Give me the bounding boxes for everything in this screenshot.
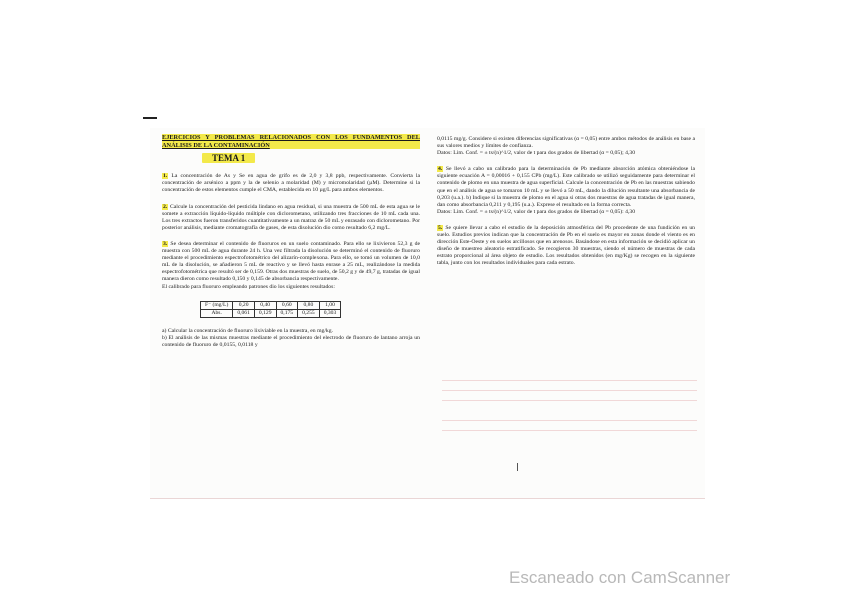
bleed-through-line bbox=[442, 380, 697, 381]
exercise-5 bbox=[437, 225, 695, 268]
row-label: F⁻ (mg/L) bbox=[201, 301, 233, 309]
table-cell: 1,00 bbox=[319, 301, 341, 309]
table-row bbox=[201, 301, 341, 309]
row-label: Abs. bbox=[201, 309, 233, 317]
exercise-2 bbox=[162, 204, 420, 232]
exercise-4 bbox=[437, 166, 695, 216]
bleed-through-line bbox=[442, 420, 697, 421]
camscanner-watermark: Escaneado con CamScanner bbox=[509, 568, 731, 587]
table-cell: 0,255 bbox=[298, 309, 320, 317]
question-b: b) El análisis de las mismas muestras mediante el procedimiento del electrodo de fluoruro de lantano arroja un contenido de fluoruro de 0,0155, 0,0118 y bbox=[162, 334, 420, 348]
table-row bbox=[201, 309, 341, 317]
left-column bbox=[162, 134, 420, 349]
exercise-data: Datos: Lim. Conf. = ± ts/(n)^1/2, valor de t para dos grados de libertad (α = 0,05): 4,30 bbox=[437, 208, 636, 215]
calibration-intro: El calibrado para fluoruro empleando patrones dio los siguientes resultados: bbox=[162, 283, 335, 290]
exercise-text: Calcule la concentración del pesticida lindano en agua residual, si una muestra de 500 mL de esta agua se le somete a extracción líquido-líquido múltiple con diclorometano, utilizando tres fracciones de 10 mL cada una. Los tres extractos fueron transferidos cuantitativamente a un matraz de 50 mL y enrasado con diclorometano. Por posterior análisis, mediante cromatografía de gases, de esta disolución dio como resultado 6,2 mg/L. bbox=[162, 203, 421, 231]
exercise-number: 1. bbox=[163, 173, 168, 180]
table-cell: 0,175 bbox=[276, 309, 298, 317]
table-cell: 0,80 bbox=[298, 301, 320, 309]
question-a: a) Calcular la concentración de fluoruro lixiviable en la muestra, en mg/kg. bbox=[162, 327, 334, 334]
exercise-text: Se quiere llevar a cabo el estudio de la deposición atmosférica del Pb procedente de una fundición en un suelo. Estudios previos indican que la concentración de Pb en el suelo es mayor en zonas donde el viento es en dirección Este-Oeste y en suelos arcillosos que en arenosos. Basándose en esta información se decidió aplicar un diseño de muestreo aleatorio estratificado. Se recogieron 30 muestras, siendo el número de muestras de cada estrato proporcional al área objeto de estudio. Los resultados obtenidos (en mg/Kg) se recogen en la siguiente tabla, junto con los resultados individuales para cada estrato. bbox=[437, 224, 696, 267]
table-cell: 0,303 bbox=[319, 309, 341, 317]
continued-data: Datos: Lim. Conf. = ± ts/(n)^1/2, valor de t para dos grados de libertad (α = 0,05); 4,30 bbox=[437, 150, 636, 157]
exercise-3 bbox=[162, 241, 420, 291]
table-cell: 0,129 bbox=[254, 309, 276, 317]
table-cell: 0,061 bbox=[233, 309, 255, 317]
exercise-1 bbox=[162, 173, 420, 194]
exercise-number: 4. bbox=[438, 166, 443, 173]
exercise-number: 5. bbox=[438, 224, 443, 231]
right-column bbox=[437, 136, 695, 268]
bleed-through-line bbox=[442, 400, 697, 401]
exercise-text: Se desea determinar el contenido de fluoruros en un suelo contaminado. Para ello se lixivieron 52,3 g de muestra con 500 mL de agua durante 24 h. Una vez filtrada la disolución se determinó el contenido de fluoruro mediante el procedimiento espectrofotométrico del alizarín-complexona. Para ello, se tomó un volumen de 10,0 mL de la disolución, se añadieron 5 mL de reactivo y se llevó hasta enrase a 25 mL, realizándose la medida espectrofotométrica que resultó ser de 0,159. Otras dos muestras de suelo, de 50,2 g y de 49,7 g, tratadas de igual manera dieron como resultado 0,150 y 0,145 de absorbancia respectivamente. bbox=[162, 240, 420, 283]
page-mark bbox=[517, 463, 518, 471]
calibration-table bbox=[200, 301, 341, 318]
exercise-number: 3. bbox=[163, 240, 168, 247]
bleed-through-line bbox=[442, 430, 697, 431]
exercise-text: Se llevó a cabo un calibrado para la determinación de Pb mediante absorción atómica obteniéndose la siguiente ecuación A = 0,00016 + 0,155 CPb (mg/L). Este calibrado se utilizó seguidamente para determinar el contenido de plomo en una muestra de agua superficial. Calcule la concentración de Pb en las muestras sabiendo que en el análisis de agua se tomaron 10 mL y se llevó a 50 mL, dando la dilución resultante una absorbancia de 0,203 (u.a.). b) Indique si la muestra de plomo en el agua si otras dos muestras de agua tratadas de igual manera, dan como absorbancia 0,211 y 0,195 (u.a.). Exprese el resultado en la forma correcta. bbox=[437, 166, 695, 208]
continued-text: 0,0115 mg/g. Considere si existen diferencias significativas (α = 0,05) entre ambos métodos de análisis en base a sus valores medios y límites de confianza. bbox=[437, 136, 695, 150]
scanned-page bbox=[150, 128, 705, 499]
scan-mark bbox=[143, 117, 157, 119]
table-cell: 0,20 bbox=[233, 301, 255, 309]
bleed-through-line bbox=[442, 390, 697, 391]
exercise-text: La concentración de As y Se en agua de grifo es de 2,0 y 3,8 ppb, respectivamente. Convierta la concentración de arsénico a ppm y la de selenio a molaridad (M) y micromolaridad (µM). Determine si la concentración de estos elementos cumple el CMA, establecida en 10 µg/L para ambos elementos. bbox=[162, 173, 420, 194]
tema-label: TEMA 1 bbox=[202, 153, 255, 163]
table-cell: 0,60 bbox=[276, 301, 298, 309]
exercise-number: 2. bbox=[163, 203, 168, 210]
table-cell: 0,40 bbox=[254, 301, 276, 309]
page-title: EJERCICIOS Y PROBLEMAS RELACIONADOS CON LOS FUNDAMENTOS DEL ANÁLISIS DE LA CONTAMINACIÓN bbox=[162, 134, 420, 149]
